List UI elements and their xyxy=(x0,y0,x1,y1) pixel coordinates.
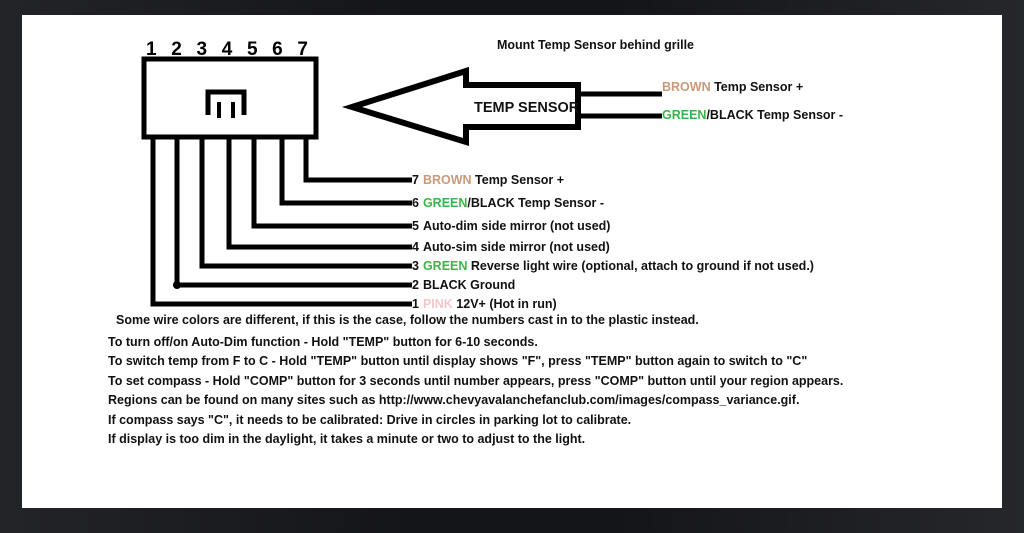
instruction-line-7: If display is too dim in the daylight, it takes a minute or two to adjust to the light. xyxy=(108,432,586,446)
pin-number-2: 2 xyxy=(171,39,182,60)
legend-row-pin-7 xyxy=(412,173,564,187)
instruction-line-5: Regions can be found on many sites such as http://www.chevyavalanchefanclub.com/images/compass_variance.gif. xyxy=(108,393,800,407)
pin-number-3: 3 xyxy=(196,39,208,60)
instruction-line-2: To turn off/on Auto-Dim function - Hold "TEMP" button for 6-10 seconds. xyxy=(108,334,538,349)
instructions-block xyxy=(108,311,988,450)
legend-description: Temp Sensor + xyxy=(471,173,565,187)
sensor-wire-label-positive xyxy=(662,80,803,94)
legend-pin-number: 7 xyxy=(412,173,419,187)
instruction-line-4: To set compass - Hold "COMP" button for 3 seconds until number appears, press "COMP" button until your region appears. xyxy=(108,373,844,388)
legend-pin-number: 2 xyxy=(412,278,419,292)
pin-number-6: 6 xyxy=(272,39,283,60)
instruction-line-3: To switch temp from F to C - Hold "TEMP" button until display shows "F", press "TEMP" button again to switch to "C" xyxy=(108,354,808,368)
instruction-line-6: If compass says "C", it needs to be calibrated: Drive in circles in parking lot to calibrate. xyxy=(108,412,632,427)
pin-number-1: 1 xyxy=(146,39,157,60)
legend-pin-number: 4 xyxy=(412,240,419,254)
legend-wire-color-brown: BROWN xyxy=(422,173,472,187)
legend-wire-color-green: GREEN xyxy=(422,259,468,273)
legend-wire-color-green: GREEN xyxy=(422,196,468,210)
legend-pin-number: 6 xyxy=(412,196,419,210)
legend-description: Ground xyxy=(466,278,516,292)
legend-row-pin-6 xyxy=(412,196,604,210)
sensor-wire-text-positive: Temp Sensor + xyxy=(710,80,804,94)
legend-pin-number: 1 xyxy=(412,297,419,311)
diagram-canvas xyxy=(22,15,1002,508)
legend-description: Auto-sim side mirror (not used) xyxy=(422,240,610,254)
sensor-wire-label-negative xyxy=(662,108,843,122)
legend-row-pin-4 xyxy=(412,240,610,254)
wire-pin-2 xyxy=(177,137,412,285)
legend-description: Reverse light wire (optional, attach to ground if not used.) xyxy=(467,259,814,273)
legend-row-pin-3 xyxy=(412,259,814,273)
sensor-wire-text-negative: /BLACK Temp Sensor - xyxy=(706,108,844,122)
wire-junction-dot xyxy=(173,281,181,289)
legend-wire-color-pink: PINK xyxy=(422,297,453,311)
legend-row-pin-2 xyxy=(412,278,515,292)
wire-pin-6 xyxy=(282,137,412,203)
wire-pin-7 xyxy=(306,137,412,180)
sensor-wire-color-green: GREEN xyxy=(662,108,707,122)
legend-pin-number: 3 xyxy=(412,259,419,273)
mount-sensor-note: Mount Temp Sensor behind grille xyxy=(497,38,694,52)
legend-description: Auto-dim side mirror (not used) xyxy=(422,219,611,233)
sensor-wire-color-brown: BROWN xyxy=(662,80,711,94)
pin-number-7: 7 xyxy=(297,39,308,60)
legend-description: 12V+ (Hot in run) xyxy=(452,297,557,311)
legend-pin-number: 5 xyxy=(412,219,419,233)
legend-row-pin-5 xyxy=(412,219,610,233)
legend-wire-color-black: BLACK xyxy=(422,278,467,292)
instruction-line-1: Some wire colors are different, if this is the case, follow the numbers cast in to the plastic instead. xyxy=(116,313,699,327)
connector-pin-number-row xyxy=(146,39,308,61)
legend-description: /BLACK Temp Sensor - xyxy=(467,196,604,210)
pin-number-4: 4 xyxy=(221,39,233,60)
legend-row-pin-1 xyxy=(412,297,557,311)
pin-number-5: 5 xyxy=(246,39,258,60)
connector-latch-notch xyxy=(208,92,244,115)
connector-body xyxy=(144,59,316,137)
temp-sensor-body-label: TEMP SENSOR xyxy=(474,100,580,116)
